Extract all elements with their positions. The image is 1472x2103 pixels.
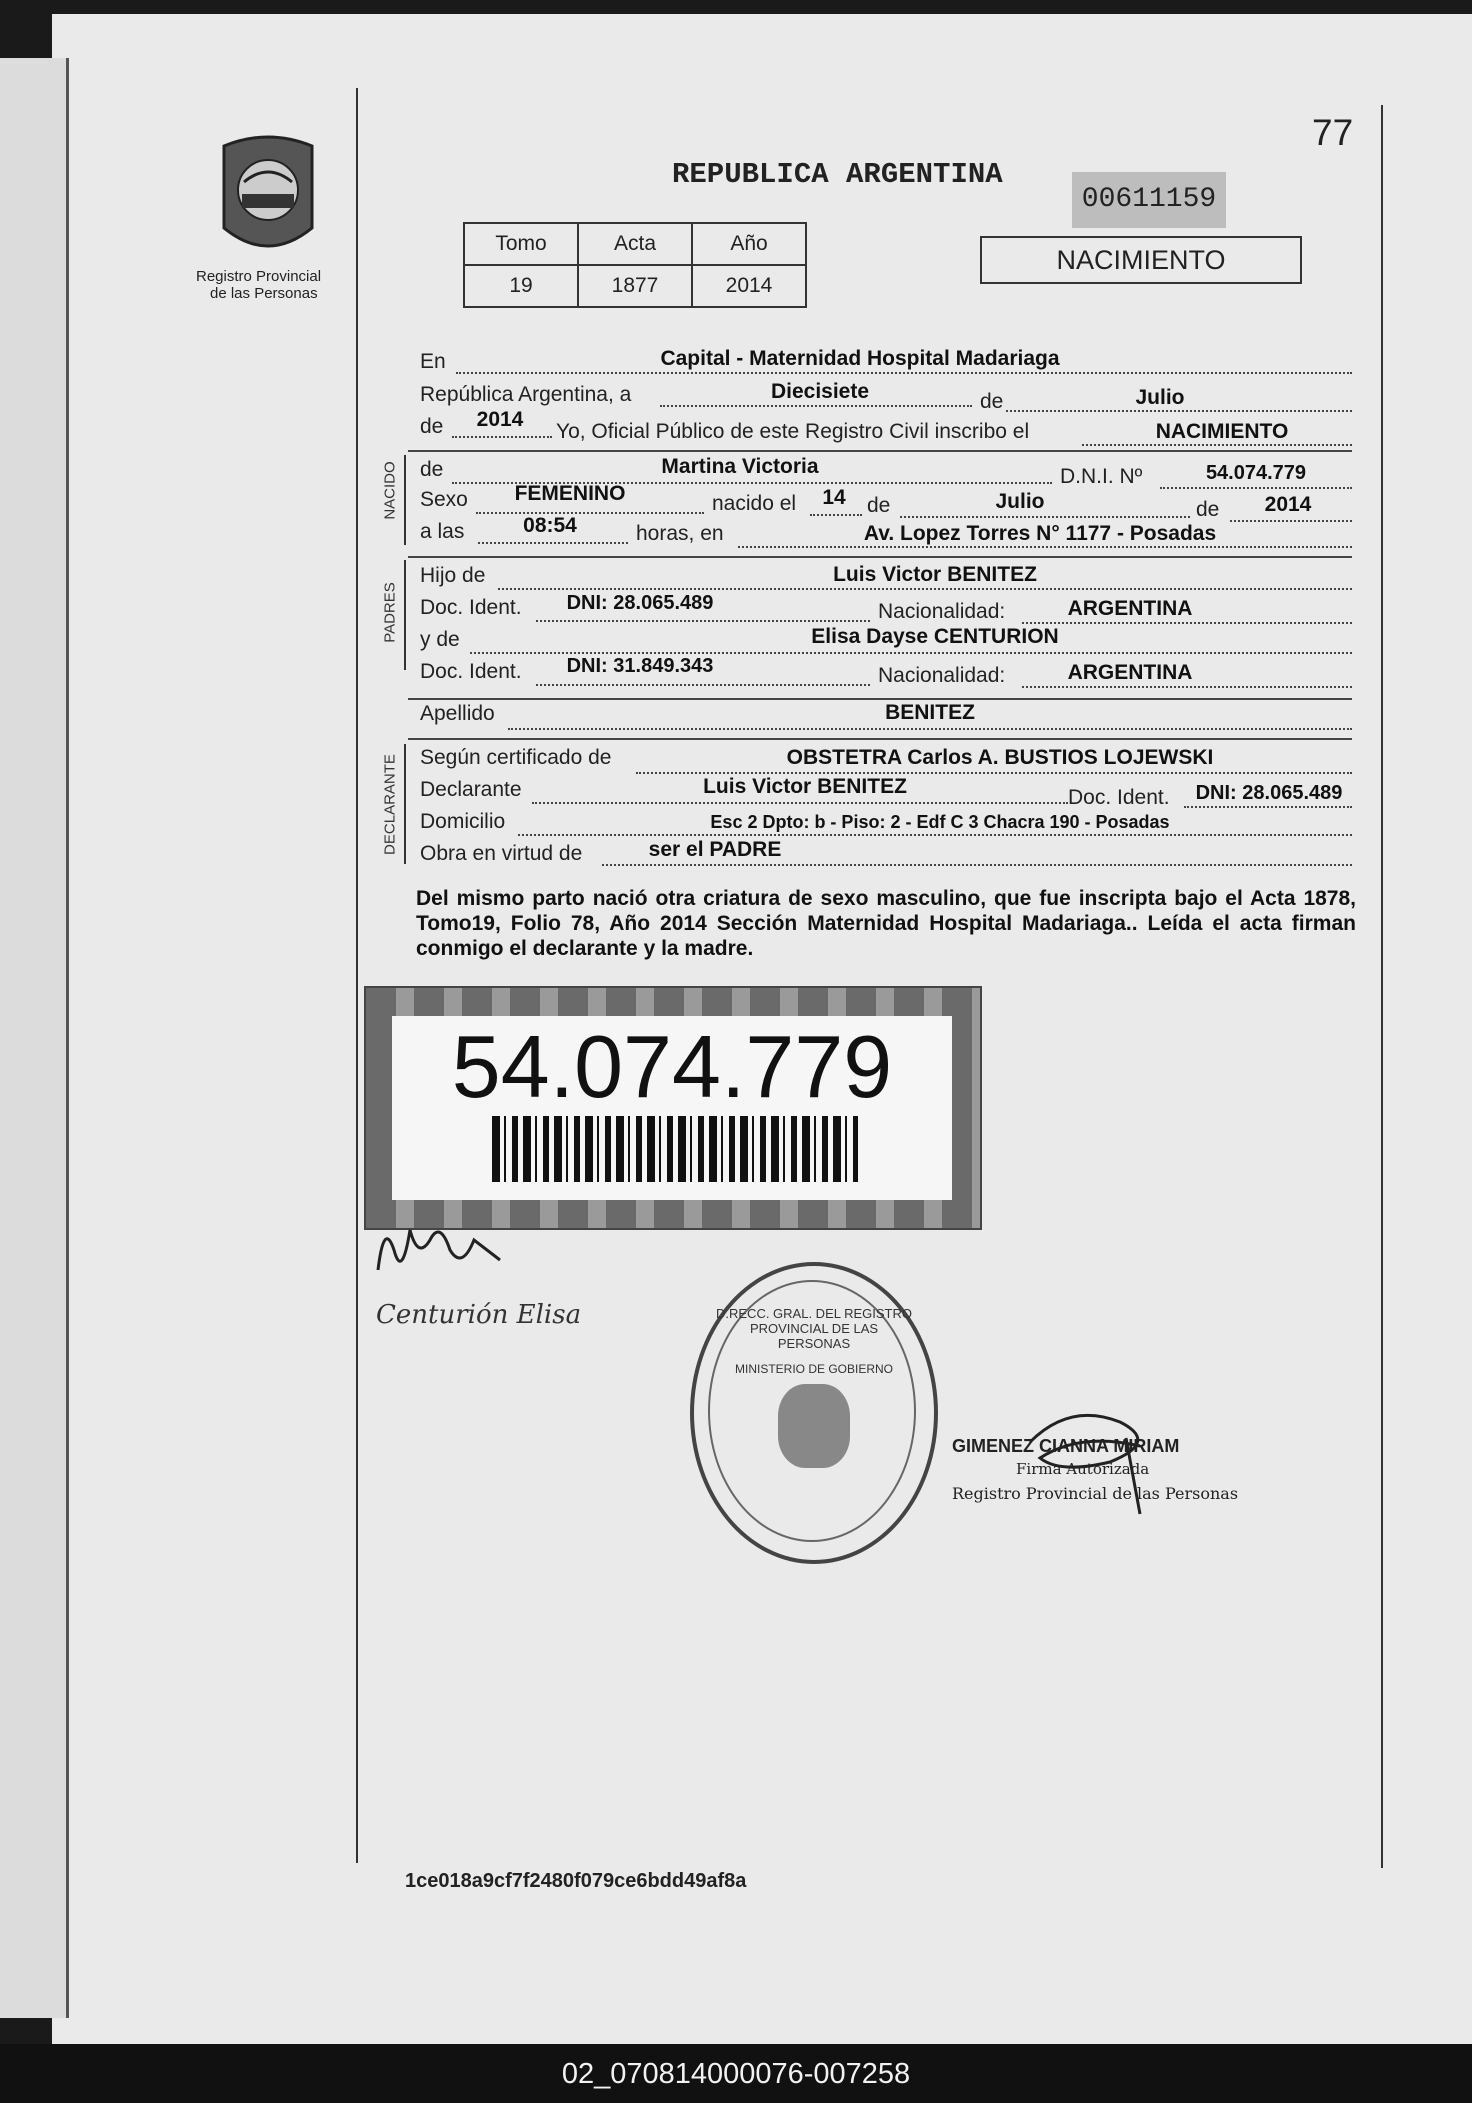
dotted-line <box>1082 444 1352 446</box>
mother-nat-label: Nacionalidad: <box>878 664 1006 687</box>
section-bracket <box>404 560 406 670</box>
official-title: Firma Autorizada <box>1016 1460 1150 1478</box>
section-rule <box>408 450 1352 452</box>
facing-page-edge <box>0 58 69 2018</box>
mother-name: Elisa Dayse CENTURION <box>811 625 1059 648</box>
republica-label: República Argentina, a <box>420 383 632 406</box>
note-paragraph: Del mismo parto nació otra criatura de sexo masculino, que fue inscripta bajo el Acta 1878, Tomo19, Folio 78, Año 2014 Sección Maternidad Hospital Madariaga.. Leída el acta firman conmigo el declarante y la madre. <box>416 887 1356 960</box>
sexo-label: Sexo <box>420 488 468 511</box>
section-declarante: DECLARANTE <box>381 754 399 855</box>
mother-signature: Centurión Elisa <box>376 1300 582 1330</box>
dotted-line <box>738 546 1352 548</box>
official-name: GIMENEZ CIANNA MIRIAM <box>952 1436 1180 1456</box>
serial-number: 00611159 <box>1072 172 1226 228</box>
right-margin-rule <box>1381 105 1383 1868</box>
horas-label: horas, en <box>636 522 724 545</box>
hijo-label: Hijo de <box>420 564 486 587</box>
section-bracket <box>404 744 406 864</box>
registry-name-1: Registro Provincial <box>196 268 322 285</box>
ref-value-acta: 1877 <box>578 265 692 307</box>
birth-month: Julio <box>995 490 1045 513</box>
dotted-line <box>602 864 1352 866</box>
ref-header-anio: Año <box>692 223 806 265</box>
child-dni: 54.074.779 <box>1205 462 1307 484</box>
inscribo-text: Yo, Oficial Público de este Registro Civil inscribo el <box>556 420 1030 443</box>
child-name: Martina Victoria <box>661 455 819 478</box>
mother-doc: DNI: 31.849.343 <box>566 655 714 677</box>
de-label-2: de <box>867 494 891 517</box>
dotted-line <box>1022 686 1352 688</box>
ref-header-tomo: Tomo <box>464 223 578 265</box>
year-value: 2014 <box>476 408 524 431</box>
sticker-label-area <box>392 1016 952 1200</box>
section-rule <box>408 698 1352 700</box>
apellido-label: Apellido <box>420 702 495 725</box>
dotted-line <box>1160 487 1352 489</box>
registry-name-2: de las Personas <box>210 285 318 302</box>
seal-inner-text: MINISTERIO DE GOBIERNO <box>734 1362 893 1376</box>
day-value: Diecisiete <box>770 380 870 403</box>
act-value: NACIMIENTO <box>1155 420 1289 443</box>
seal-emblem <box>778 1384 850 1468</box>
dotted-line <box>900 516 1190 518</box>
father-doc: DNI: 28.065.489 <box>566 592 714 614</box>
section-nacido: NACIDO <box>381 461 399 520</box>
cert-value: OBSTETRA Carlos A. BUSTIOS LOJEWSKI <box>786 746 1214 769</box>
father-doc-label: Doc. Ident. <box>420 596 522 619</box>
dotted-line <box>478 542 628 544</box>
obra-label: Obra en virtud de <box>420 842 583 865</box>
father-nationality: ARGENTINA <box>1067 597 1193 620</box>
dotted-line <box>532 802 1068 804</box>
apellido-value: BENITEZ <box>885 701 975 724</box>
decl-doc-label: Doc. Ident. <box>1068 786 1170 809</box>
official-registry: Registro Provincial de las Personas <box>952 1484 1239 1503</box>
section-rule <box>408 556 1352 558</box>
nacido-de-label: de <box>420 458 444 481</box>
barcode-sticker <box>364 986 982 1230</box>
scan-filename: 02_070814000076-007258 <box>561 2058 911 2090</box>
father-nat-label: Nacionalidad: <box>878 600 1006 623</box>
yde-label: y de <box>420 628 460 651</box>
domicilio-label: Domicilio <box>420 810 506 833</box>
dotted-line <box>498 588 1352 590</box>
dotted-line <box>456 372 1352 374</box>
mother-doc-label: Doc. Ident. <box>420 660 522 683</box>
mother-nationality: ARGENTINA <box>1067 661 1193 684</box>
ref-value-anio: 2014 <box>692 265 806 307</box>
father-name: Luis Victor BENITEZ <box>833 563 1037 586</box>
sticker-barcode <box>492 1116 858 1182</box>
de-label: de <box>980 390 1004 413</box>
en-label: En <box>420 350 446 373</box>
declarante-name: Luis Victor BENITEZ <box>703 775 907 798</box>
cert-label: Según certificado de <box>420 746 612 769</box>
act-type-box: NACIMIENTO <box>980 236 1302 284</box>
month-value: Julio <box>1135 386 1185 409</box>
dotted-line <box>452 436 552 438</box>
dni-label: D.N.I. Nº <box>1060 465 1143 488</box>
dotted-line <box>1184 806 1352 808</box>
place-value: Capital - Maternidad Hospital Madariaga <box>660 347 1060 370</box>
left-margin-rule <box>356 88 358 1863</box>
birth-year: 2014 <box>1264 493 1312 516</box>
section-rule <box>408 738 1352 740</box>
time-value: 08:54 <box>523 514 577 537</box>
declarant-signature <box>370 1210 510 1290</box>
declarante-label: Declarante <box>420 778 522 801</box>
dotted-line <box>470 652 1352 654</box>
document-title: REPUBLICA ARGENTINA <box>672 158 1003 191</box>
ref-header-acta: Acta <box>578 223 692 265</box>
official-signature <box>1010 1402 1170 1522</box>
section-bracket <box>404 455 406 545</box>
official-seal <box>690 1262 938 1564</box>
obra-value: ser el PADRE <box>648 838 782 861</box>
sexo-value: FEMENINO <box>514 482 626 505</box>
reference-table <box>463 222 807 308</box>
dotted-line <box>810 514 862 516</box>
alas-label: a las <box>420 520 465 543</box>
province-emblem <box>214 132 322 264</box>
year-prefix: de <box>420 415 444 438</box>
dotted-line <box>1006 410 1352 412</box>
dotted-line <box>518 834 1352 836</box>
domicilio-value: Esc 2 Dpto: b - Piso: 2 - Edf C 3 Chacra 190 - Posadas <box>710 812 1170 832</box>
dotted-line <box>508 728 1352 730</box>
dotted-line <box>536 620 870 622</box>
page-number: 77 <box>1312 112 1354 153</box>
dotted-line <box>636 772 1352 774</box>
de-label-3: de <box>1196 498 1220 521</box>
sticker-number: 54.074.779 <box>451 1017 893 1116</box>
document-hash: 1ce018a9cf7f2480f079ce6bdd49af8a <box>405 1870 747 1892</box>
dotted-line <box>536 684 870 686</box>
dotted-line <box>1022 622 1352 624</box>
nacido-el-label: nacido el <box>712 492 797 515</box>
section-padres: PADRES <box>381 582 399 643</box>
ref-value-tomo: 19 <box>464 265 578 307</box>
seal-text: D.RECC. GRAL. DEL REGISTRO PROVINCIAL DE LAS PERSONAS <box>716 1306 912 1351</box>
dotted-line <box>660 405 972 407</box>
birth-address: Av. Lopez Torres N° 1177 - Posadas <box>863 522 1217 545</box>
birth-day: 14 <box>822 486 846 509</box>
declarante-doc: DNI: 28.065.489 <box>1195 782 1343 804</box>
